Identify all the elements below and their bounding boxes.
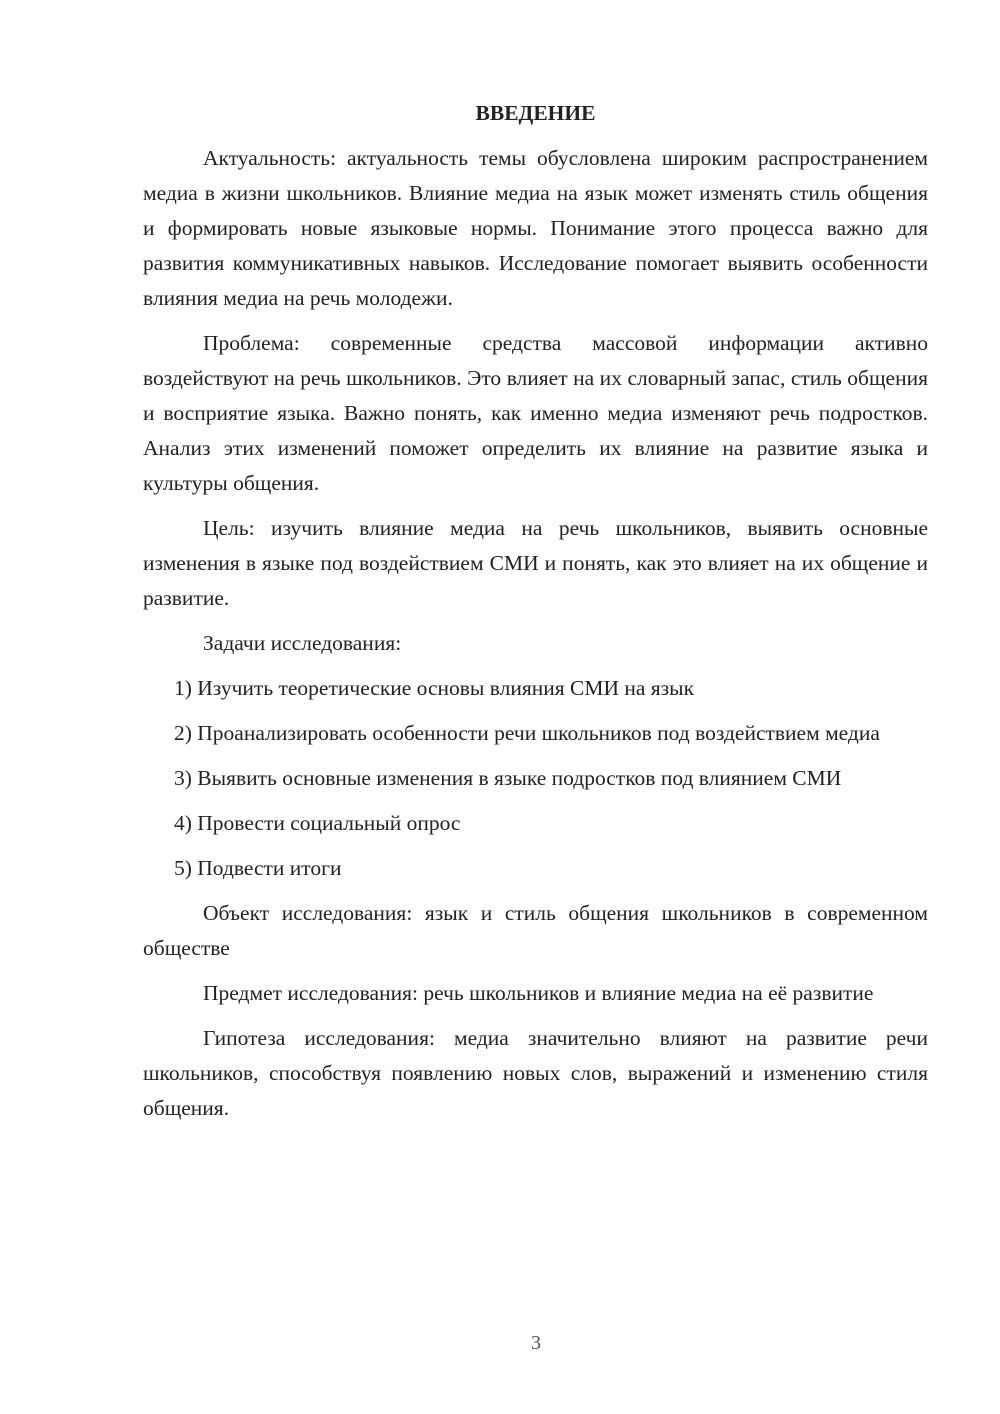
task-item-3: 3) Выявить основные изменения в языке подростков под влиянием СМИ — [174, 766, 842, 790]
document-page — [143, 96, 928, 1136]
task-item-2: 2) Проанализировать особенности речи школьников под воздействием медиа — [174, 721, 880, 745]
goal-paragraph: Цель: изучить влияние медиа на речь школьников, выявить основные изменения в языке под воздействием СМИ и понять, как это влияет на их общение и развитие. — [143, 516, 928, 610]
task-item-4: 4) Провести социальный опрос — [174, 811, 461, 835]
problem-paragraph: Проблема: современные средства массовой информации активно воздействуют на речь школьников. Это влияет на их словарный запас, стиль общения и восприятие языка. Важно понять, как именно медиа изменяют речь подростков. Анализ этих изменений поможет определить их влияние на развитие языка и культуры общения. — [143, 331, 928, 495]
page-number: 3 — [531, 1332, 541, 1354]
task-item-5: 5) Подвести итоги — [174, 856, 342, 880]
tasks-heading: Задачи исследования: — [203, 631, 402, 655]
task-item-1: 1) Изучить теоретические основы влияния СМИ на язык — [174, 676, 695, 700]
relevance-paragraph: Актуальность: актуальность темы обусловлена широким распространением медиа в жизни школьников. Влияние медиа на язык может изменять стиль общения и формировать новые языковые нормы. Понимание этого процесса важно для развития коммуникативных навыков. Исследование помогает выявить особенности влияния медиа на речь молодежи. — [143, 146, 928, 310]
research-object-paragraph: Объект исследования: язык и стиль общения школьников в современном обществе — [143, 901, 928, 960]
hypothesis-paragraph: Гипотеза исследования: медиа значительно влияют на развитие речи школьников, способствуя появлению новых слов, выражений и изменению стиля общения. — [143, 1026, 928, 1120]
page-title: ВВЕДЕНИЕ — [475, 101, 596, 125]
research-subject-paragraph: Предмет исследования: речь школьников и влияние медиа на её развитие — [203, 981, 874, 1005]
